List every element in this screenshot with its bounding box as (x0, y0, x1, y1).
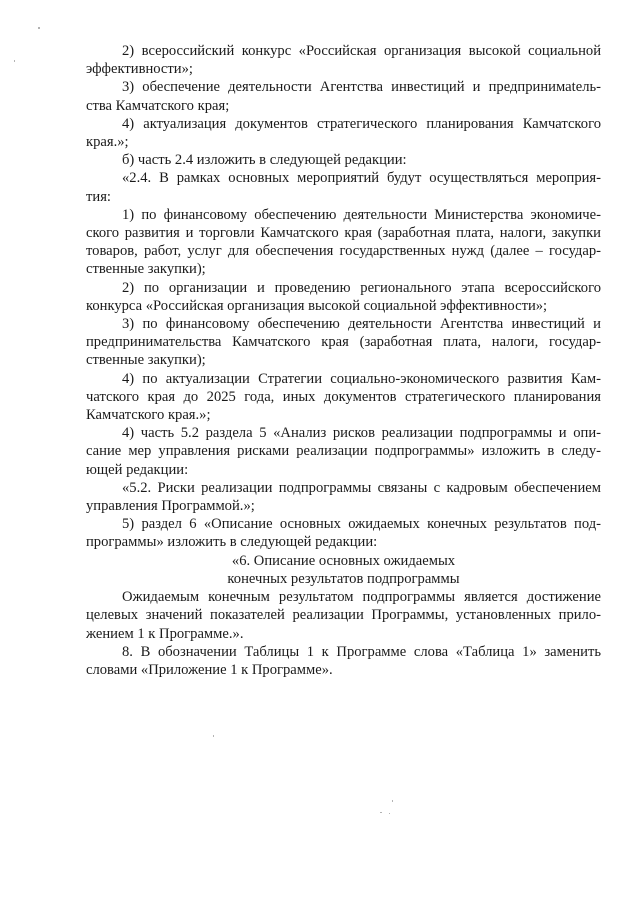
text-line: ственные закупки); (86, 261, 206, 278)
paragraph-measure-4 (86, 370, 601, 425)
text-line: 4) часть 5.2 раздела 5 «Анализ рисков реализации подпрограммы и опи- (122, 425, 601, 442)
text-line: 3) по финансовому обеспечению деятельности Агентства инвестиций и (122, 316, 601, 333)
scan-speck (392, 800, 393, 802)
text-line: 2) по организации и проведению регионального этапа всероссийского (122, 279, 601, 296)
text-line: словами «Приложение 1 к Программе». (86, 661, 333, 678)
text-line: Ожидаемым конечным результатом подпрограммы является достижение (122, 589, 601, 606)
text-line: «2.4. В рамках основных мероприятий будут осуществляться мероприя- (122, 170, 601, 187)
text-line: жением 1 к Программе.». (86, 625, 244, 642)
paragraph-item-3-agency (86, 78, 601, 114)
scan-speck (389, 813, 390, 814)
paragraph-expected-result (86, 588, 601, 643)
text-line: 1) по финансовому обеспечению деятельности Министерства экономиче- (122, 206, 601, 223)
scan-speck (14, 60, 15, 62)
text-line: чатского края до 2025 года, иных документов стратегического планирования (86, 388, 601, 405)
text-line: края.»; (86, 134, 129, 151)
text-line: управления Программой.»; (86, 498, 255, 515)
paragraph-2-4-text (86, 169, 601, 205)
scan-speck (213, 735, 214, 737)
paragraph-item-8 (86, 643, 601, 679)
text-line: 8. В обозначении Таблицы 1 к Программе слова «Таблица 1» заменить (122, 643, 601, 660)
scan-speck (380, 812, 382, 813)
heading-line: «6. Описание основных ожидаемых (231, 552, 456, 569)
text-line: ственные закупки); (86, 352, 206, 369)
scan-speck (38, 27, 40, 29)
text-line: предпринимательства Камчатского края (заработная плата, налоги, государ- (86, 334, 601, 351)
document-page (86, 42, 601, 679)
paragraph-5-2-text (86, 479, 601, 515)
paragraph-measure-1 (86, 206, 601, 279)
heading-line: конечных результатов подпрограммы (227, 570, 460, 587)
paragraph-item-2-contest (86, 42, 601, 78)
text-line: сание мер управления рисками реализации подпрограммы» изложить в следу- (86, 443, 601, 460)
text-line: 2) всероссийский конкурс «Российская организация высокой социальной (122, 43, 601, 59)
text-line: ства Камчатского края; (86, 97, 230, 114)
paragraph-part-5-2-intro (86, 424, 601, 479)
text-line: 5) раздел 6 «Описание основных ожидаемых конечных результатов под- (122, 516, 601, 533)
paragraph-measure-2 (86, 279, 601, 315)
text-line: 4) по актуализации Стратегии социально-экономического развития Кам- (122, 370, 601, 387)
text-line: тия: (86, 188, 111, 205)
paragraph-part-2-4-intro (86, 151, 601, 169)
text-line: б) часть 2.4 изложить в следующей редакции: (122, 152, 407, 169)
text-line: программы» изложить в следующей редакции: (86, 534, 378, 551)
text-line: целевых значений показателей реализации Программы, установленных прило- (86, 607, 601, 624)
section-heading (86, 552, 601, 588)
text-line: 4) актуализация документов стратегического планирования Камчатского (122, 115, 601, 132)
text-line: Камчатского края.»; (86, 407, 211, 424)
text-line: ющей редакции: (86, 461, 189, 478)
paragraph-section-6-intro (86, 515, 601, 551)
text-line: ского развития и торговли Камчатского края (заработная плата, налоги, закупки (86, 225, 601, 242)
text-line: товаров, работ, услуг для обеспечения государственных нужд (далее – государ- (86, 243, 601, 260)
paragraph-measure-3 (86, 315, 601, 370)
text-line: 3) обеспечение деятельности Агентства инвестиций и предпринимatель- (122, 79, 601, 96)
text-line: конкурса «Российская организация высокой социальной эффективности»; (86, 297, 548, 314)
paragraph-item-4-planning (86, 115, 601, 151)
text-line: эффективности»; (86, 61, 193, 78)
text-line: «5.2. Риски реализации подпрограммы связаны с кадровым обеспечением (122, 479, 601, 496)
